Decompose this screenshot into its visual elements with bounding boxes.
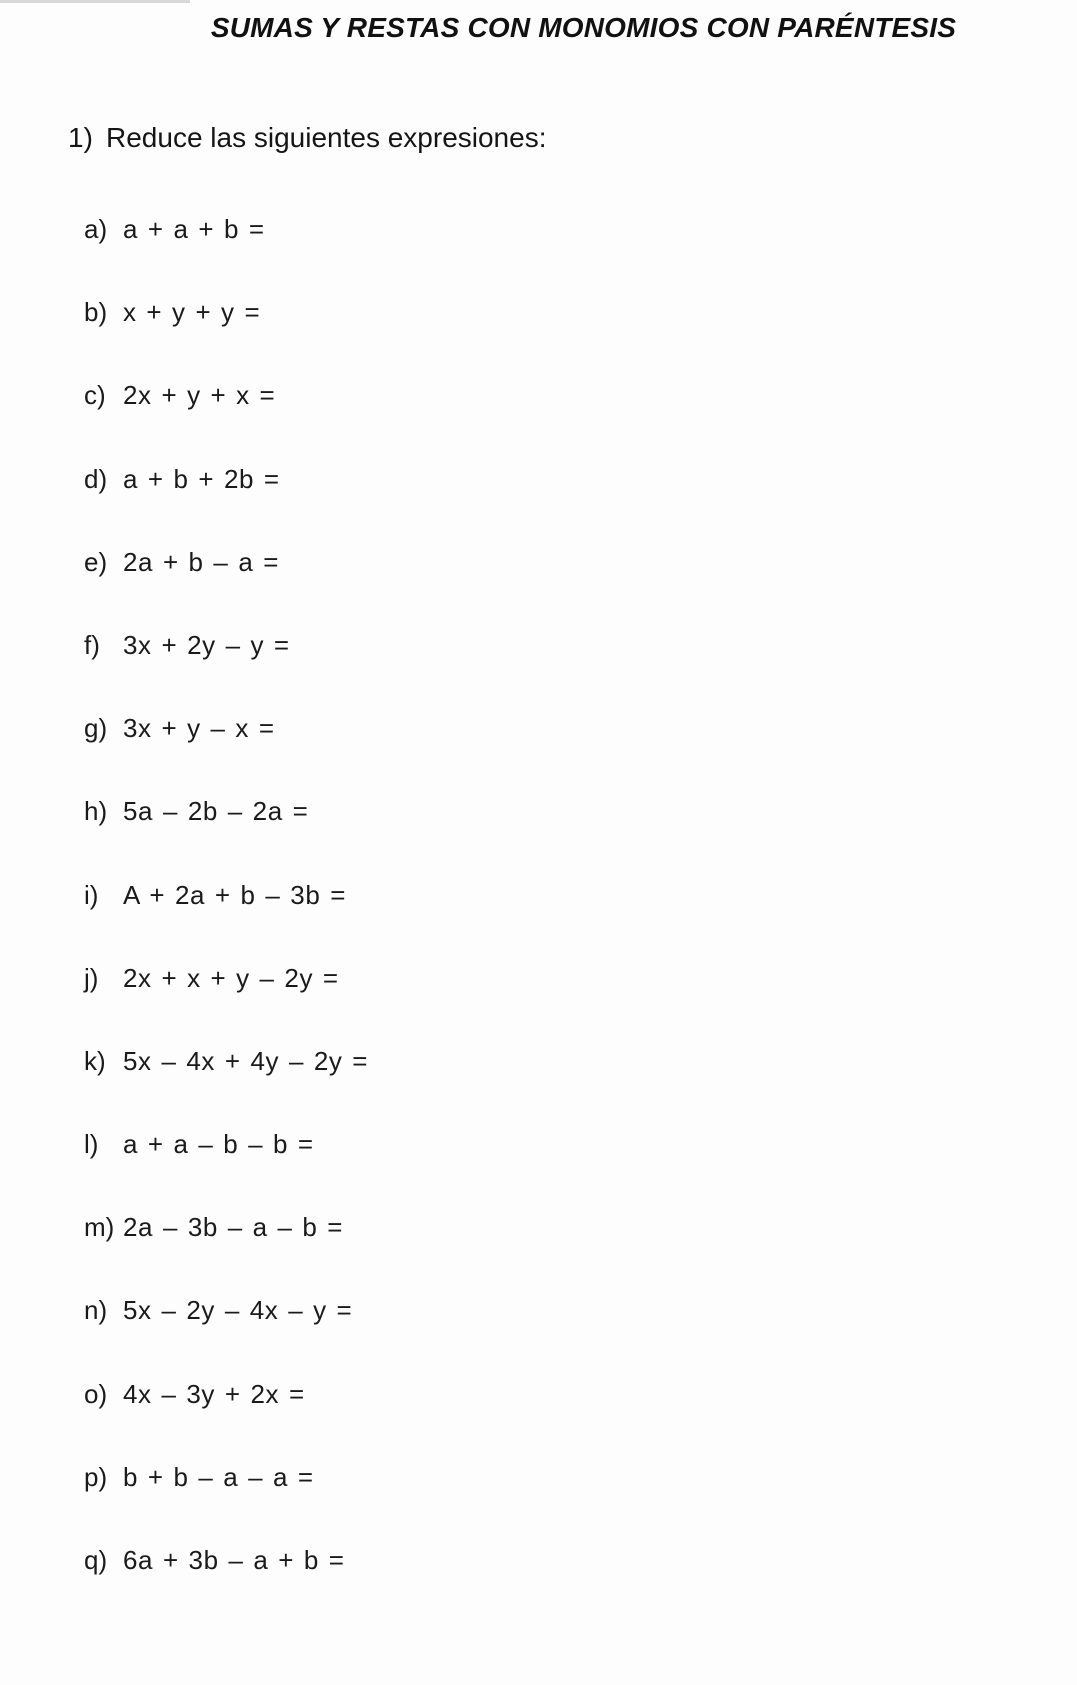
exercise-e bbox=[84, 547, 368, 630]
exercise-n bbox=[84, 1295, 368, 1378]
exercise-c bbox=[84, 380, 368, 463]
exercise-letter: b) bbox=[84, 297, 108, 328]
top-edge-mark bbox=[0, 0, 190, 3]
exercise-a bbox=[84, 214, 368, 297]
exercise-letter: m) bbox=[84, 1212, 115, 1243]
instruction bbox=[68, 122, 546, 154]
worksheet-title: SUMAS Y RESTAS CON MONOMIOS CON PARÉNTESIS bbox=[210, 12, 957, 43]
exercise-o bbox=[84, 1379, 368, 1462]
exercise-letter: a) bbox=[84, 214, 108, 244]
exercise-letter: f) bbox=[84, 629, 100, 660]
exercise-letter: o) bbox=[84, 1378, 108, 1409]
exercise-letter: i) bbox=[84, 879, 99, 910]
exercise-letter: c) bbox=[84, 380, 106, 411]
exercise-letter: l) bbox=[84, 1129, 99, 1160]
exercise-expression: a + b + 2b = bbox=[123, 463, 280, 494]
exercise-expression: 3x + 2y – y = bbox=[123, 629, 290, 660]
exercise-expression: 5x – 4x + 4y – 2y = bbox=[123, 1045, 369, 1076]
exercise-d bbox=[84, 464, 368, 547]
exercise-m bbox=[84, 1212, 368, 1295]
exercise-expression: A + 2a + b – 3b = bbox=[123, 879, 346, 910]
instruction-text: Reduce las siguientes expresiones: bbox=[106, 122, 547, 153]
exercise-g bbox=[84, 713, 368, 796]
exercise-expression: 4x – 3y + 2x = bbox=[123, 1378, 305, 1409]
exercise-expression: a + a – b – b = bbox=[123, 1129, 314, 1160]
exercise-letter: n) bbox=[84, 1295, 108, 1326]
exercise-expression: x + y + y = bbox=[123, 297, 261, 328]
exercise-expression: 2a + b – a = bbox=[123, 546, 279, 577]
exercise-letter: e) bbox=[84, 546, 108, 577]
exercise-i bbox=[84, 880, 368, 963]
exercise-letter: j) bbox=[84, 962, 99, 993]
exercise-l bbox=[84, 1129, 368, 1212]
exercise-expression: 6a + 3b – a + b = bbox=[123, 1545, 345, 1575]
exercise-expression: b + b – a – a = bbox=[123, 1461, 314, 1492]
exercise-expression: 5x – 2y – 4x – y = bbox=[123, 1295, 353, 1326]
exercise-letter: h) bbox=[84, 796, 108, 827]
exercise-letter: d) bbox=[84, 463, 108, 494]
exercise-expression: 2x + x + y – 2y = bbox=[123, 962, 339, 993]
exercise-list bbox=[84, 214, 368, 1628]
exercise-letter: p) bbox=[84, 1461, 108, 1492]
exercise-f bbox=[84, 630, 368, 713]
exercise-expression: a + a + b = bbox=[123, 214, 265, 244]
exercise-q bbox=[84, 1545, 368, 1628]
exercise-k bbox=[84, 1046, 368, 1129]
exercise-j bbox=[84, 963, 368, 1046]
exercise-expression: 2a – 3b – a – b = bbox=[123, 1212, 344, 1243]
exercise-expression: 3x + y – x = bbox=[123, 713, 275, 744]
exercise-letter: g) bbox=[84, 713, 108, 744]
exercise-letter: k) bbox=[84, 1045, 106, 1076]
exercise-expression: 5a – 2b – 2a = bbox=[123, 796, 309, 827]
instruction-number: 1) bbox=[68, 122, 93, 153]
exercise-letter: q) bbox=[84, 1545, 108, 1575]
exercise-h bbox=[84, 796, 368, 879]
exercise-p bbox=[84, 1462, 368, 1545]
exercise-expression: 2x + y + x = bbox=[123, 380, 276, 411]
exercise-b bbox=[84, 297, 368, 380]
